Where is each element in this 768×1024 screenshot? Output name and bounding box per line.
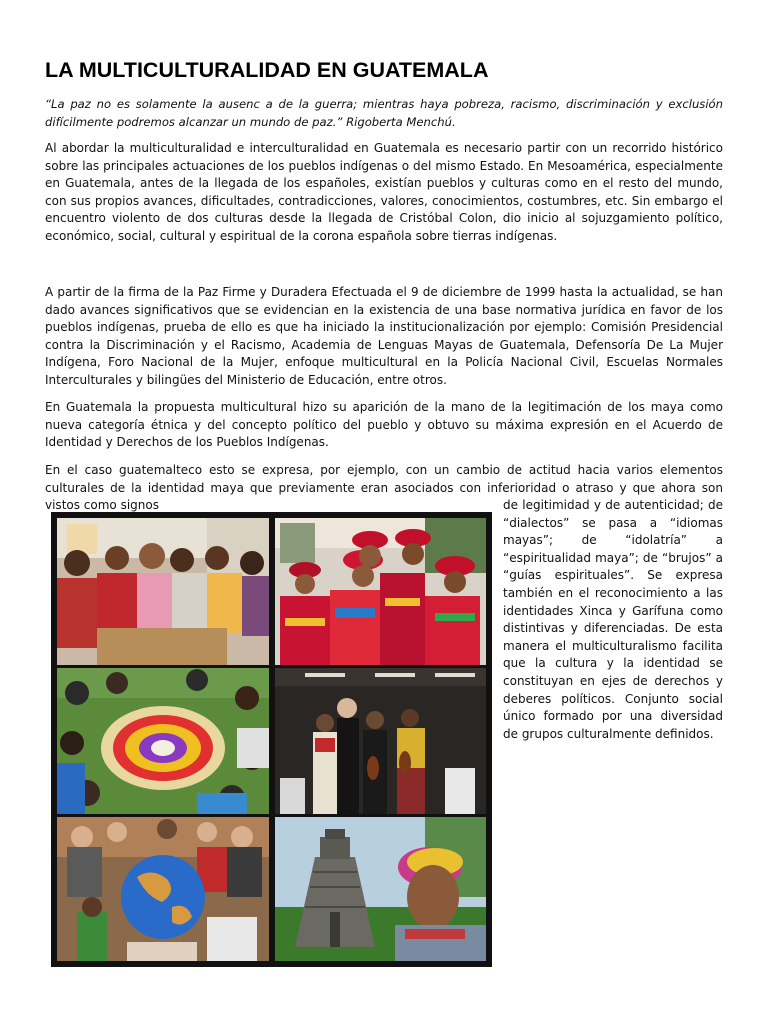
document-title: LA MULTICULTURALIDAD EN GUATEMALA — [45, 58, 489, 82]
paragraph-3: En Guatemala la propuesta multicultural hizo su aparición de la mano de la legitimación de los maya como nueva categoría étnica y del concepto político del pueblo y obtuvo su máxima expresión en el Acuerdo de Identidad y Derechos de los Pueblos Indígenas. — [45, 400, 723, 450]
paragraph-4: En el caso guatemalteco esto se expresa, por ejemplo, con un cambio de actitud hacia varios elementos culturales de la identidad maya que previamente eran asociados con inferioridad o atraso y que ahora son vistos como signos — [45, 463, 723, 513]
epigraph-quote: “La paz no es solamente la ausenc a de la guerra; mientras haya pobreza, racismo, discriminación y exclusión difícilmente podremos alcanzar un mundo de paz.” Rigoberta Menchú. — [45, 97, 723, 129]
group-globe-photo — [57, 817, 269, 961]
paragraph-2: A partir de la firma de la Paz Firme y Duradera Efectuada el 9 de diciembre de 1999 hasta la actualidad, se han dado avances significativos que se evidencian en la existencia de una base normativa jurídica en favor de los pueblos indígenas, prueba de ello es que ha iniciado la institucionalización por ejemplo: Comisión Presidencial contra la Discriminación y el Racismo, Academia de Lenguas Mayas de Guatemala, Defensoría De La Mujer Indígena, Foro Nacional de la Mujer, enfoque multicultural en la Policía Nacional Civil, Escuelas Normales Interculturales y bilingües del Ministerio de Educación, entre otros. — [45, 285, 723, 387]
girls-traditional-dress-photo — [275, 518, 486, 665]
flower-carpet-circle-photo — [57, 668, 269, 814]
musicians-violins-photo — [275, 668, 486, 814]
photo-collage — [51, 512, 492, 967]
side-column-text: de legitimidad y de autenticidad; de “dialectos” se pasa a “idiomas mayas”; de “idolatría” a “espiritualidad maya”; de “brujos” a “guías espirituales”. Se expresa también en el reconocimiento a las identidades Xinca y Garífuna como distintivas y diferenciadas. De esta manera el multiculturalismo facilita que la cultura y la identidad se constituyan en ejes de derechos y deberes políticos. Conjunto social único formado por una diversidad de grupos culturalmente definidos. — [503, 498, 723, 741]
mayan-temple-elder-photo — [275, 817, 486, 961]
children-classroom-photo — [57, 518, 269, 665]
paragraph-1: Al abordar la multiculturalidad e interculturalidad en Guatemala es necesario partir con un recorrido histórico sobre las principales actuaciones de los pueblos indígenas o del mismo Estado. En Mesoamérica, especialmente en Guatemala, antes de la llegada de los españoles, existían pueblos y culturas como en el resto del mundo, con sus propios avances, dificultades, contradicciones, valores, conocimientos, costumbres, etc. Sin embargo el encuentro violento de dos culturas desde la llegada de Cristóbal Colon, dio inicio al sojuzgamiento político, económico, social, cultural y espiritual de la corona española sobre tierras indígenas. — [45, 141, 723, 243]
